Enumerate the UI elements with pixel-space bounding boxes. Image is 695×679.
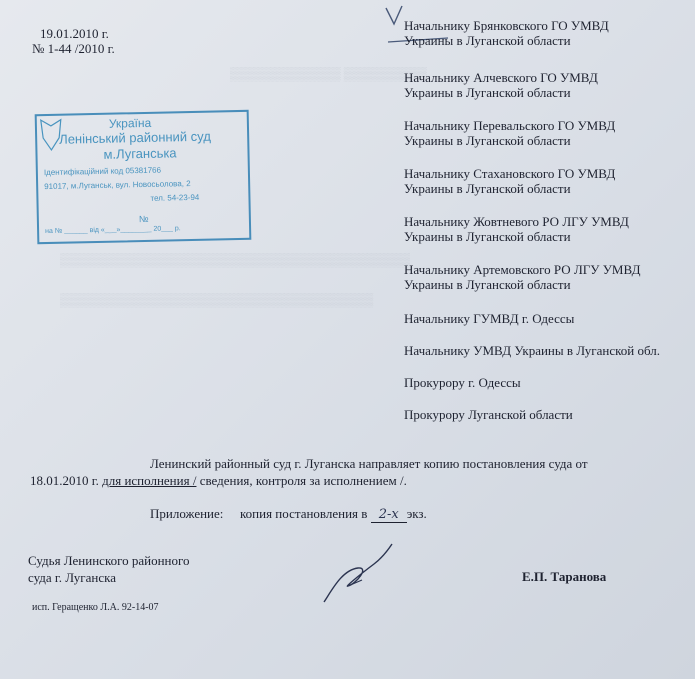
recipient-line: Начальнику Артемовского РО ЛГУ УМВД [404, 262, 641, 277]
body-line-2 [30, 473, 407, 488]
recipient-line: Украины в Луганской области [404, 277, 571, 292]
stamp-court-name: Ленінський районний суд [59, 128, 212, 147]
recipient-line: Начальнику Стахановского ГО УМВД [404, 166, 616, 181]
recipient-line: Начальнику Алчевского ГО УМВД [404, 70, 598, 85]
body-purpose-rest: сведения, контроля за исполнением /. [196, 473, 407, 488]
stamp-code: Ідентифікаційний код 05381766 [43, 165, 162, 178]
attachment-text [240, 506, 427, 523]
recipient-line: Начальнику Брянковского ГО УМВД [404, 18, 609, 33]
show-through-text: ▒▒▒▒▒▒▒▒▒▒▒▒▒▒▒▒▒▒▒▒▒▒▒▒▒▒▒▒▒▒▒▒▒▒▒▒▒▒ [60, 252, 410, 267]
document-date: 19.01.2010 г. [40, 26, 109, 41]
attachment-suffix: экз. [406, 506, 427, 521]
stamp-number-label: № [138, 213, 149, 225]
attachment-count-handwritten: 2-х [371, 507, 407, 523]
stamp-country: Україна [108, 115, 152, 131]
body-purpose-underlined: для исполнения / [102, 473, 197, 488]
executor-note: исп. Геращенко Л.А. 92-14-07 [32, 602, 159, 613]
show-through-text: ▒▒▒▒▒▒▒▒▒▒▒▒ ▒▒▒▒▒▒▒▒▒ [230, 66, 427, 81]
recipient-line: Украины в Луганской области [404, 181, 571, 196]
handwritten-signature [318, 540, 398, 610]
document-number: № 1-44 /2010 г. [32, 41, 115, 56]
judge-title-line-2: суда г. Луганска [28, 570, 116, 585]
judge-name: Е.П. Таранова [522, 569, 607, 584]
stamp-address: 91017, м.Луганськ, вул. Новосьолова, 2 [44, 179, 191, 192]
recipient-line: Украины в Луганской области [404, 133, 571, 148]
body-date: 18.01.2010 г. [30, 473, 103, 488]
recipient-line: Начальнику Жовтневого РО ЛГУ УМВД [404, 214, 629, 229]
stamp-phone: тел. 54-23-94 [150, 192, 200, 203]
recipient-line: Украины в Луганской области [404, 85, 571, 100]
court-stamp [35, 110, 252, 244]
stamp-reply-line: на № ______ від «___»________ 20___ р. [45, 225, 181, 236]
recipient-line: Прокурору г. Одессы [404, 375, 521, 390]
attachment-label: Приложение: [150, 506, 224, 521]
recipient-line: Начальнику УМВД Украины в Луганской обл. [404, 343, 660, 358]
stamp-city: м.Луганська [103, 145, 177, 162]
recipient-line: Украины в Луганской области [404, 33, 571, 48]
recipient-line: Прокурору Луганской области [404, 407, 573, 422]
show-through-text: ▒▒▒▒▒▒▒▒▒▒▒▒▒▒▒▒▒▒▒▒▒▒▒▒▒▒▒▒▒▒▒▒▒▒ [60, 292, 374, 307]
body-line-1: Ленинский районный суд г. Луганска направляет копию постановления суда от [150, 456, 588, 471]
attachment-description: копия постановления в [240, 506, 368, 521]
recipient-line: Начальнику ГУМВД г. Одессы [404, 311, 575, 326]
recipient-line: Начальнику Перевальского ГО УМВД [404, 118, 616, 133]
judge-title-line-1: Судья Ленинского районного [28, 553, 190, 568]
recipient-line: Украины в Луганской области [404, 229, 571, 244]
